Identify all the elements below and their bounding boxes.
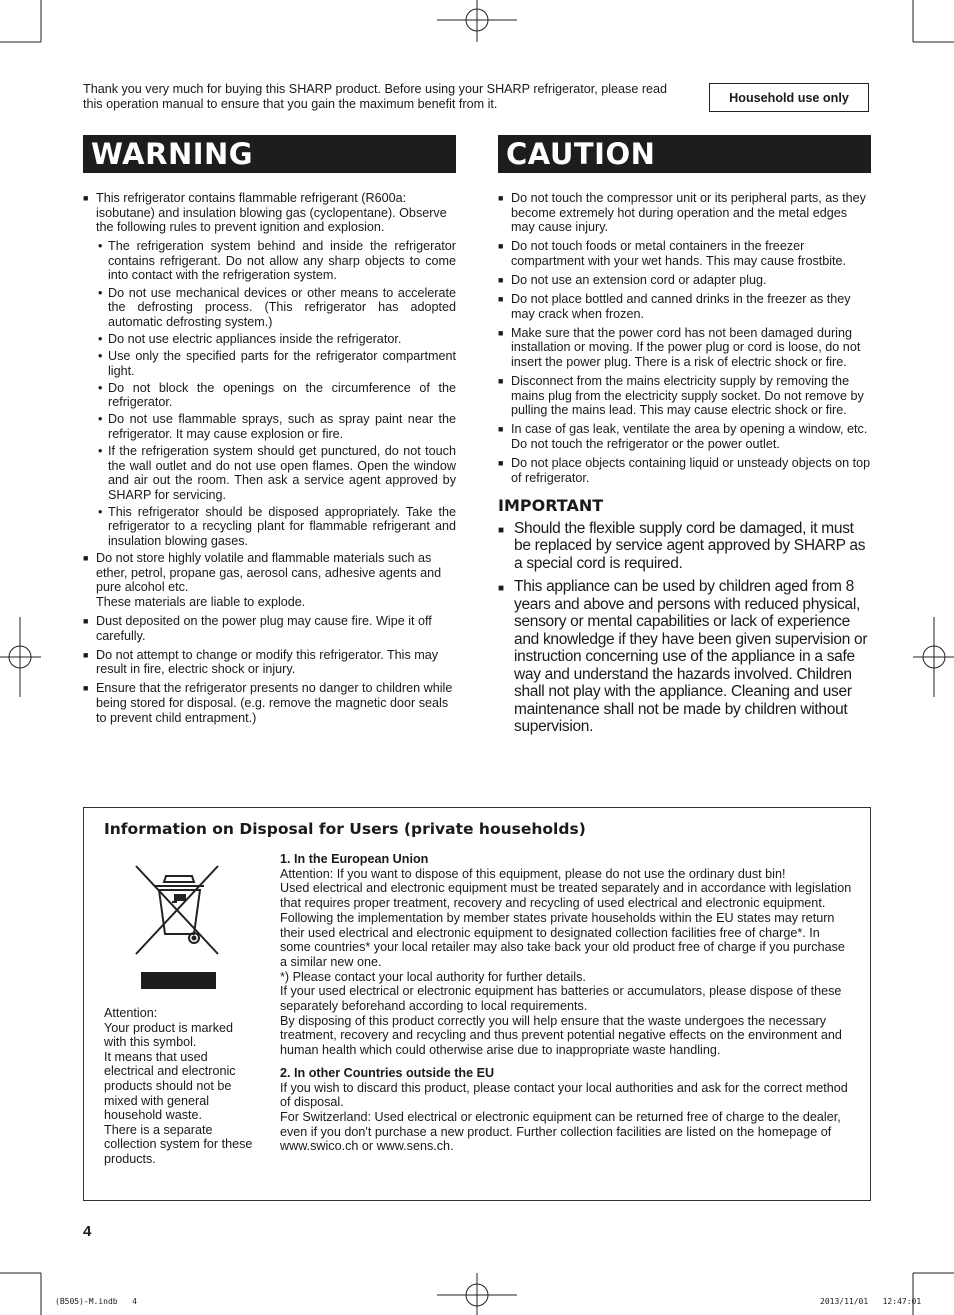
- warning-item-note: These materials are liable to explode.: [96, 594, 306, 609]
- warning-list: [83, 191, 456, 730]
- other-paragraph: For Switzerland: Used electrical or electronic equipment can be returned free of charge to the dealer, even if you don't purchase a new product. Further collection facilities are listed on the homepage of www.swico.ch or www.sens.ch.: [280, 1109, 841, 1154]
- other-paragraph: If you wish to discard this product, please contact your local authorities and ask for the correct method of disposal.: [280, 1080, 848, 1110]
- caution-item: ■ Do not touch the compressor unit or its peripheral parts, as they become extremely hot during operation and the metal edges may cause injury.: [498, 191, 871, 235]
- other-countries-heading: 2. In other Countries outside the EU: [280, 1065, 495, 1080]
- warning-sub-item: • Do not block the openings on the circumference of the refrigerator.: [83, 381, 456, 410]
- caution-list: [498, 191, 871, 742]
- weee-crossed-bin-icon: [132, 862, 226, 992]
- eu-paragraph: *) Please contact your local authority for further details.: [280, 969, 586, 984]
- important-heading: IMPORTANT: [498, 496, 604, 516]
- warning-item: ■ This refrigerator contains flammable refrigerant (R600a: isobutane) and insulation blowing gas (cyclopentane). Observe the following rules to prevent ignition and explosion.: [83, 191, 456, 235]
- eu-paragraph: Attention: If you want to dispose of this equipment, please do not use the ordinary dust bin!: [280, 866, 786, 881]
- warning-sub-item: • Use only the specified parts for the refrigerator compartment light.: [83, 349, 456, 378]
- warning-item: ■ Dust deposited on the power plug may cause fire. Wipe it off carefully.: [83, 614, 456, 643]
- warning-item: ■ Do not attempt to change or modify this refrigerator. This may result in fire, electric shock or injury.: [83, 648, 456, 677]
- intro-text: Thank you very much for buying this SHARP product. Before using your SHARP refrigerator, please read this operation manual to ensure that you gain the maximum benefit from it.: [83, 82, 668, 111]
- caution-item: ■ Make sure that the power cord has not been damaged during installation or moving. If the power plug or cord is loose, do not insert the power plug. There is a risk of electric shock or fire.: [498, 326, 871, 370]
- side-note-line: It means that used electrical and electronic products should not be mixed with general household waste.: [104, 1049, 236, 1123]
- eu-paragraph: By disposing of this product correctly you will help ensure that the waste undergoes the necessary treatment, recovery and recycling and thus prevent potential negative effects on the environment and human health which could otherwise arise due to inappropriate waste handling.: [280, 1013, 842, 1058]
- page-number: 4: [83, 1223, 92, 1240]
- warning-sub-item: • This refrigerator should be disposed appropriately. Take the refrigerator to a recycling plant for flammable refrigerant and insulation blowing gases.: [83, 505, 456, 549]
- important-list: [498, 520, 871, 736]
- side-note-line: There is a separate collection system for these products.: [104, 1122, 253, 1166]
- warning-banner: WARNING: [83, 135, 456, 173]
- side-note-line: Your product is marked with this symbol.: [104, 1020, 234, 1050]
- disposal-body: [280, 852, 852, 1154]
- eu-heading: 1. In the European Union: [280, 852, 429, 866]
- eu-paragraph: Used electrical and electronic equipment must be treated separately and in accordance with legislation that requires proper treatment, recovery and recycling of used electrical and electronic equipment.: [280, 881, 852, 911]
- warning-sub-item: • Do not use flammable sprays, such as spray paint near the refrigerator. It may cause explosion or fire.: [83, 412, 456, 441]
- warning-sub-item: • The refrigeration system behind and inside the refrigerator contains refrigerant. Do not allow any sharp objects to come into contact with the refrigeration system.: [83, 239, 456, 283]
- household-use-label: Household use only: [709, 83, 869, 112]
- warning-sub-item: • Do not use electric appliances inside the refrigerator.: [83, 332, 456, 347]
- footer-file-label: (B505)-M.indb 4: [55, 1297, 137, 1306]
- disposal-side-note: [104, 1006, 254, 1167]
- caution-item: ■ In case of gas leak, ventilate the area by opening a window, etc. Do not touch the refrigerator or the power outlet.: [498, 422, 871, 451]
- eu-paragraph: Following the implementation by member states private households within the EU states may return their used electrical and electronic equipment to designated collection facilities free of charge*. In some countries* your local retailer may also take back your old product free of charge if you purchase a similar new one.: [280, 910, 845, 969]
- side-note-line: Attention:: [104, 1006, 158, 1020]
- caution-item: ■ Do not use an extension cord or adapter plug.: [498, 273, 871, 288]
- footer-timestamp: 2013/11/01 12:47:01: [820, 1297, 922, 1306]
- important-item: ■ Should the flexible supply cord be damaged, it must be replaced by service agent approved by SHARP as a special cord is required.: [498, 520, 871, 573]
- caution-item: ■ Do not touch foods or metal containers in the freezer compartment with your wet hands. This may cause frostbite.: [498, 239, 871, 268]
- caution-item: ■ Do not place objects containing liquid or unsteady objects on top of refrigerator.: [498, 456, 871, 485]
- warning-sub-item: • If the refrigeration system should get punctured, do not touch the wall outlet and do not use open flames. Open the window and air out the room. Then ask a service agent approved by SHARP for servicing.: [83, 444, 456, 502]
- warning-sub-item: • Do not use mechanical devices or other means to accelerate the defrosting process. (This refrigerator has adopted automatic defrosting system.): [83, 286, 456, 330]
- warning-item: [83, 551, 456, 609]
- important-item: ■ This appliance can be used by children aged from 8 years and above and persons with reduced physical, sensory or mental capabilities or lack of experience and knowledge if they have been given supervision or instruction concerning use of the appliance in a safe way and understand the hazards involved. Children shall not play with the appliance. Cleaning and user maintenance shall not be made by children without supervision.: [498, 578, 871, 736]
- warning-item-text: Do not store highly volatile and flammable materials such as ether, petrol, propane gas, aerosol cans, adhesive agents and pure alcohol etc.: [96, 551, 442, 595]
- eu-paragraph: If your used electrical or electronic equipment has batteries or accumulators, please dispose of these separately beforehand according to local requirements.: [280, 984, 842, 1014]
- warning-item: ■ Ensure that the refrigerator presents no danger to children while being stored for disposal. (e.g. remove the magnetic door seals to prevent child entrapment.): [83, 681, 456, 725]
- caution-banner: CAUTION: [498, 135, 871, 173]
- caution-item: ■ Disconnect from the mains electricity supply by removing the mains plug from the electricity supply socket. Do not remove by pulling the mains lead. This may cause electric shock or fire.: [498, 374, 871, 418]
- caution-item: ■ Do not place bottled and canned drinks in the freezer as they may crack when frozen.: [498, 292, 871, 321]
- disposal-title: Information on Disposal for Users (private households): [104, 820, 586, 838]
